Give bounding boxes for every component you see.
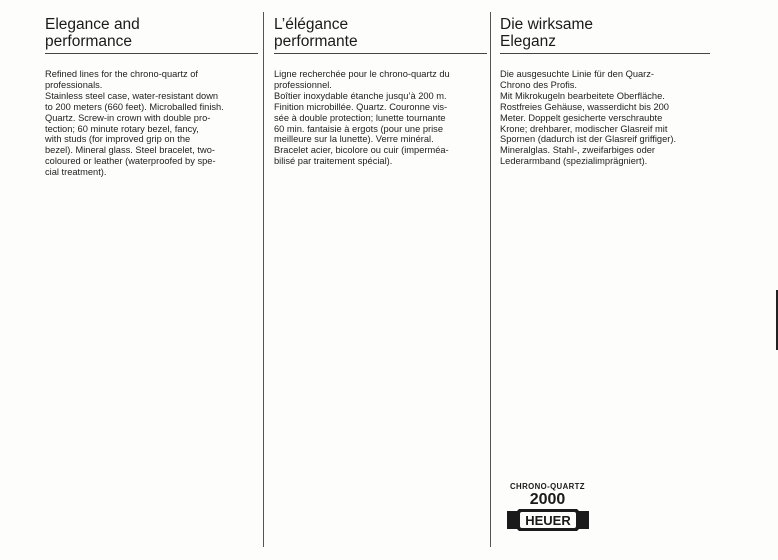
text-line: Refined lines for the chrono-quartz of xyxy=(45,69,198,79)
text-line: Boîtier inoxydable étanche jusqu’à 200 m. xyxy=(274,90,447,101)
heading-english xyxy=(45,16,258,54)
text-line: Lederarmband (spezialimprägniert). xyxy=(500,156,648,167)
text-line: Bracelet acier, bicolore ou cuir (imperméa- xyxy=(274,145,449,156)
text-line: Meter. Doppelt gesicherte verschraubte xyxy=(500,112,663,123)
logo-number: 2000 xyxy=(529,491,566,508)
text-line: meilleure sur la lunette). Verre minéral. xyxy=(274,134,434,145)
body-german xyxy=(500,69,710,167)
text-line: Krone; drehbarer, modischer Glasreif mit xyxy=(500,123,668,134)
heading-line: L’élégance xyxy=(274,16,349,33)
column-divider xyxy=(490,12,491,547)
heading-line: Elegance and xyxy=(45,16,140,33)
text-line: to 200 meters (660 feet). Microballed finish. xyxy=(45,101,224,112)
heading-german xyxy=(500,16,710,54)
text-line: Chrono des Profis. xyxy=(500,79,577,90)
text-line: Stainless steel case, water-resistant down xyxy=(45,90,219,101)
column-divider xyxy=(263,12,264,547)
text-line: bezel). Mineral glass. Steel bracelet, two- xyxy=(45,145,215,156)
logo-brand: HEUER xyxy=(524,513,571,528)
heading-line: performante xyxy=(274,33,358,50)
text-line: Die ausgesuchte Linie für den Quarz- xyxy=(500,69,655,79)
text-line: Quartz. Screw-in crown with double pro- xyxy=(45,112,211,123)
text-line: tection; 60 minute rotary bezel, fancy, xyxy=(45,123,199,134)
text-line: bilisé par traitement spécial). xyxy=(274,156,393,167)
text-line: with studs (for improved grip on the xyxy=(45,134,191,145)
logo-caption: CHRONO-QUARTZ xyxy=(510,482,585,491)
text-line: Rostfreies Gehäuse, wasserdicht bis 200 xyxy=(500,101,669,112)
heading-french xyxy=(274,16,487,54)
text-line: cial treatment). xyxy=(45,167,107,178)
text-line: Mineralglas. Stahl-, zweifarbiges oder xyxy=(500,145,656,156)
text-line: Ligne recherchée pour le chrono-quartz du xyxy=(274,69,450,79)
text-line: Finition microbillée. Quartz. Couronne vis- xyxy=(274,101,448,112)
text-line: 60 min. fantaisie à ergots (pour une prise xyxy=(274,123,443,134)
column-german xyxy=(500,16,710,167)
heuer-logo-block xyxy=(500,482,595,538)
heading-line: Eleganz xyxy=(500,33,557,50)
body-french xyxy=(274,69,487,167)
text-line: sée à double protection; lunette tournante xyxy=(274,112,446,123)
text-line: Spornen (dadurch ist der Glasreif griffiger). xyxy=(500,134,677,145)
text-line: Mit Mikrokugeln bearbeitete Oberfläche. xyxy=(500,90,665,101)
text-line: professionals. xyxy=(45,79,103,90)
heuer-shield-icon xyxy=(505,508,591,532)
text-line: coloured or leather (waterproofed by spe- xyxy=(45,156,216,167)
column-english xyxy=(45,16,258,178)
heading-line: performance xyxy=(45,33,133,50)
heading-line: Die wirksame xyxy=(500,16,594,33)
column-french xyxy=(274,16,487,167)
text-line: professionnel. xyxy=(274,79,332,90)
body-english xyxy=(45,69,258,178)
